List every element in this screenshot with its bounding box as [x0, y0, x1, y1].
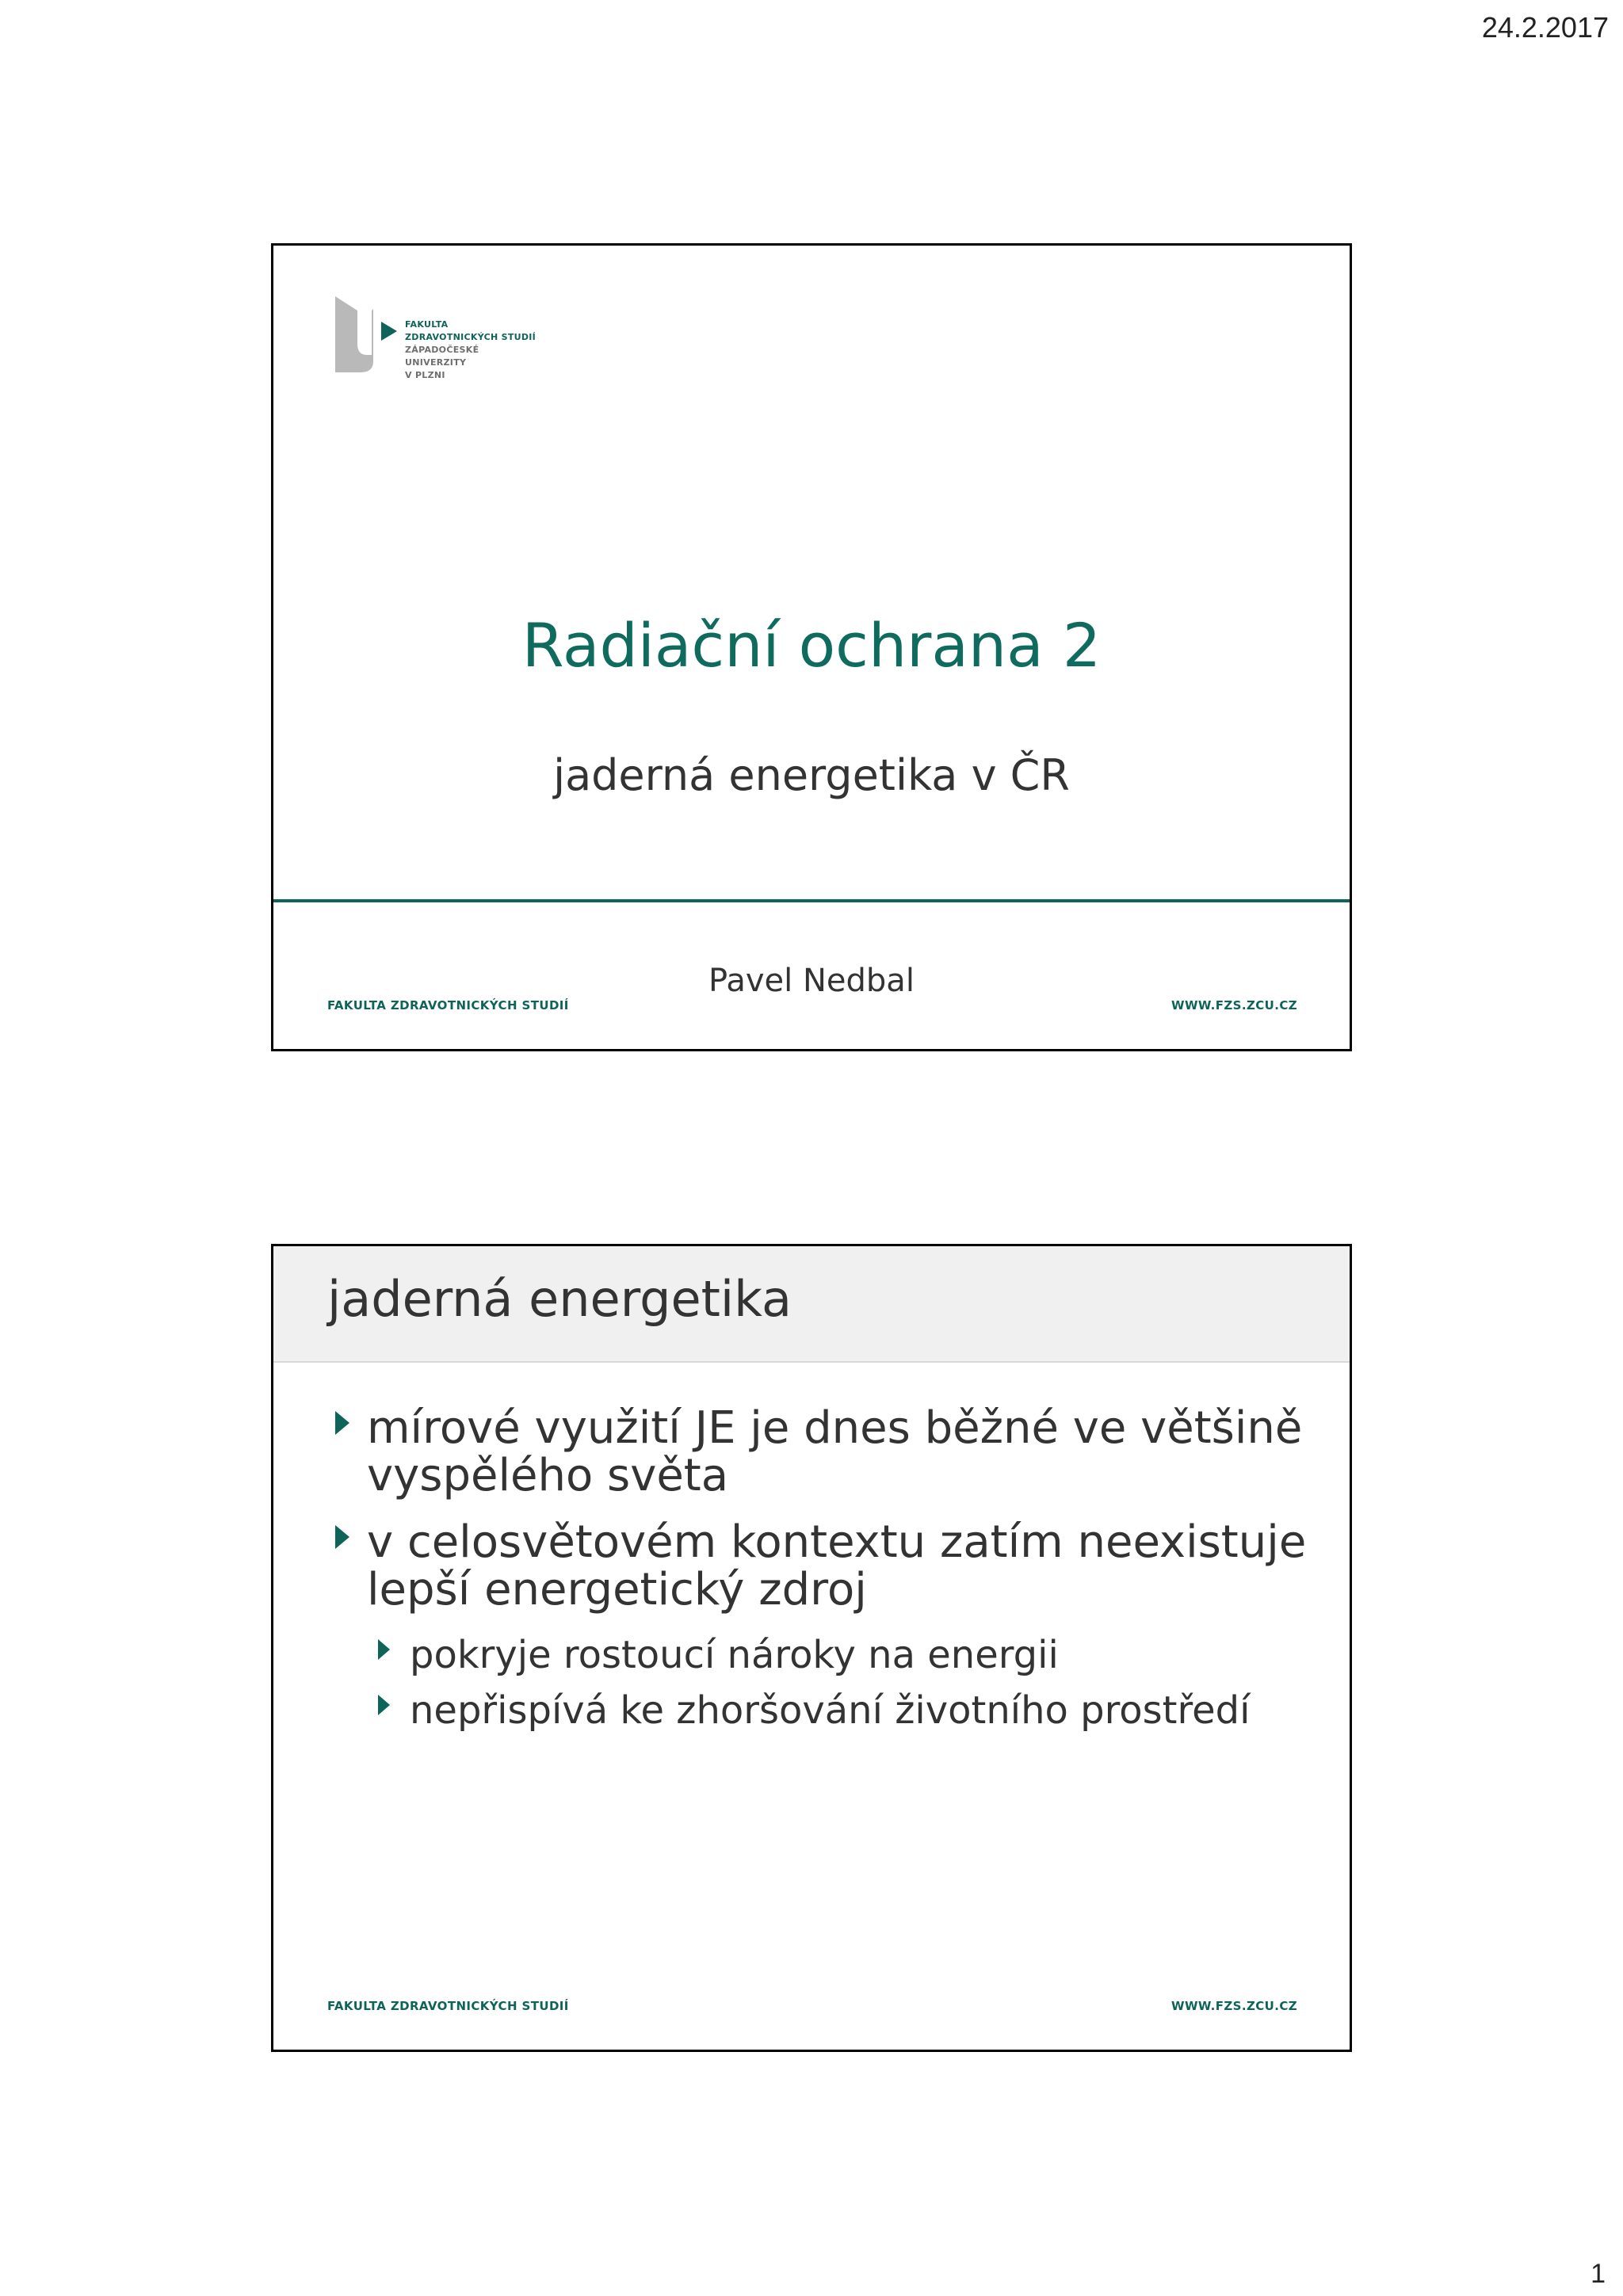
- footer-faculty: FAKULTA ZDRAVOTNICKÝCH STUDIÍ: [327, 998, 569, 1013]
- bullet-list: [335, 1402, 1318, 1744]
- bullet-icon: [335, 1411, 349, 1435]
- slide-2: [271, 1244, 1352, 2052]
- logo-text: [405, 318, 536, 382]
- slide-title: jaderná energetika: [327, 1270, 792, 1328]
- slide-1: [271, 243, 1352, 1051]
- logo-line: ZÁPADOČESKÉ: [405, 345, 479, 355]
- bullet-text: mírové využití JE je dnes běžné ve většině vyspělého světa: [367, 1402, 1303, 1501]
- logo-line: FAKULTA: [405, 319, 449, 330]
- author: Pavel Nedbal: [708, 963, 915, 999]
- bullet-item: [335, 1516, 1318, 1615]
- faculty-logo: [334, 295, 540, 382]
- bullet-icon: [378, 1695, 390, 1715]
- page-number: 1: [1591, 2259, 1606, 2289]
- bullet-text: pokryje rostoucí nároky na energii: [410, 1633, 1059, 1677]
- logo-line: UNIVERZITY: [405, 357, 467, 368]
- slide-title: Radiační ochrana 2: [521, 610, 1102, 681]
- sub-bullet-item: [378, 1688, 1318, 1733]
- bullet-text: v celosvětovém kontextu zatím neexistuje lepší energetický zdroj: [367, 1516, 1307, 1615]
- page-date: 24.2.2017: [1481, 11, 1609, 44]
- bullet-item: [335, 1402, 1318, 1501]
- bullet-icon: [378, 1639, 390, 1660]
- bullet-icon: [335, 1525, 349, 1549]
- logo-line: V PLZNI: [405, 370, 445, 380]
- bullet-text: nepřispívá ke zhoršování životního prostředí: [410, 1688, 1251, 1733]
- sub-bullet-item: [378, 1633, 1318, 1677]
- slide-subtitle: jaderná energetika v ČR: [553, 750, 1070, 800]
- footer-url: WWW.FZS.ZCU.CZ: [1171, 998, 1297, 1013]
- footer-url: WWW.FZS.ZCU.CZ: [1171, 1999, 1297, 2013]
- slide-header: [273, 1246, 1350, 1363]
- faculty-logo-icon: [334, 295, 405, 374]
- footer-faculty: FAKULTA ZDRAVOTNICKÝCH STUDIÍ: [327, 1999, 569, 2013]
- divider: [273, 899, 1350, 902]
- logo-line: ZDRAVOTNICKÝCH STUDIÍ: [405, 332, 537, 342]
